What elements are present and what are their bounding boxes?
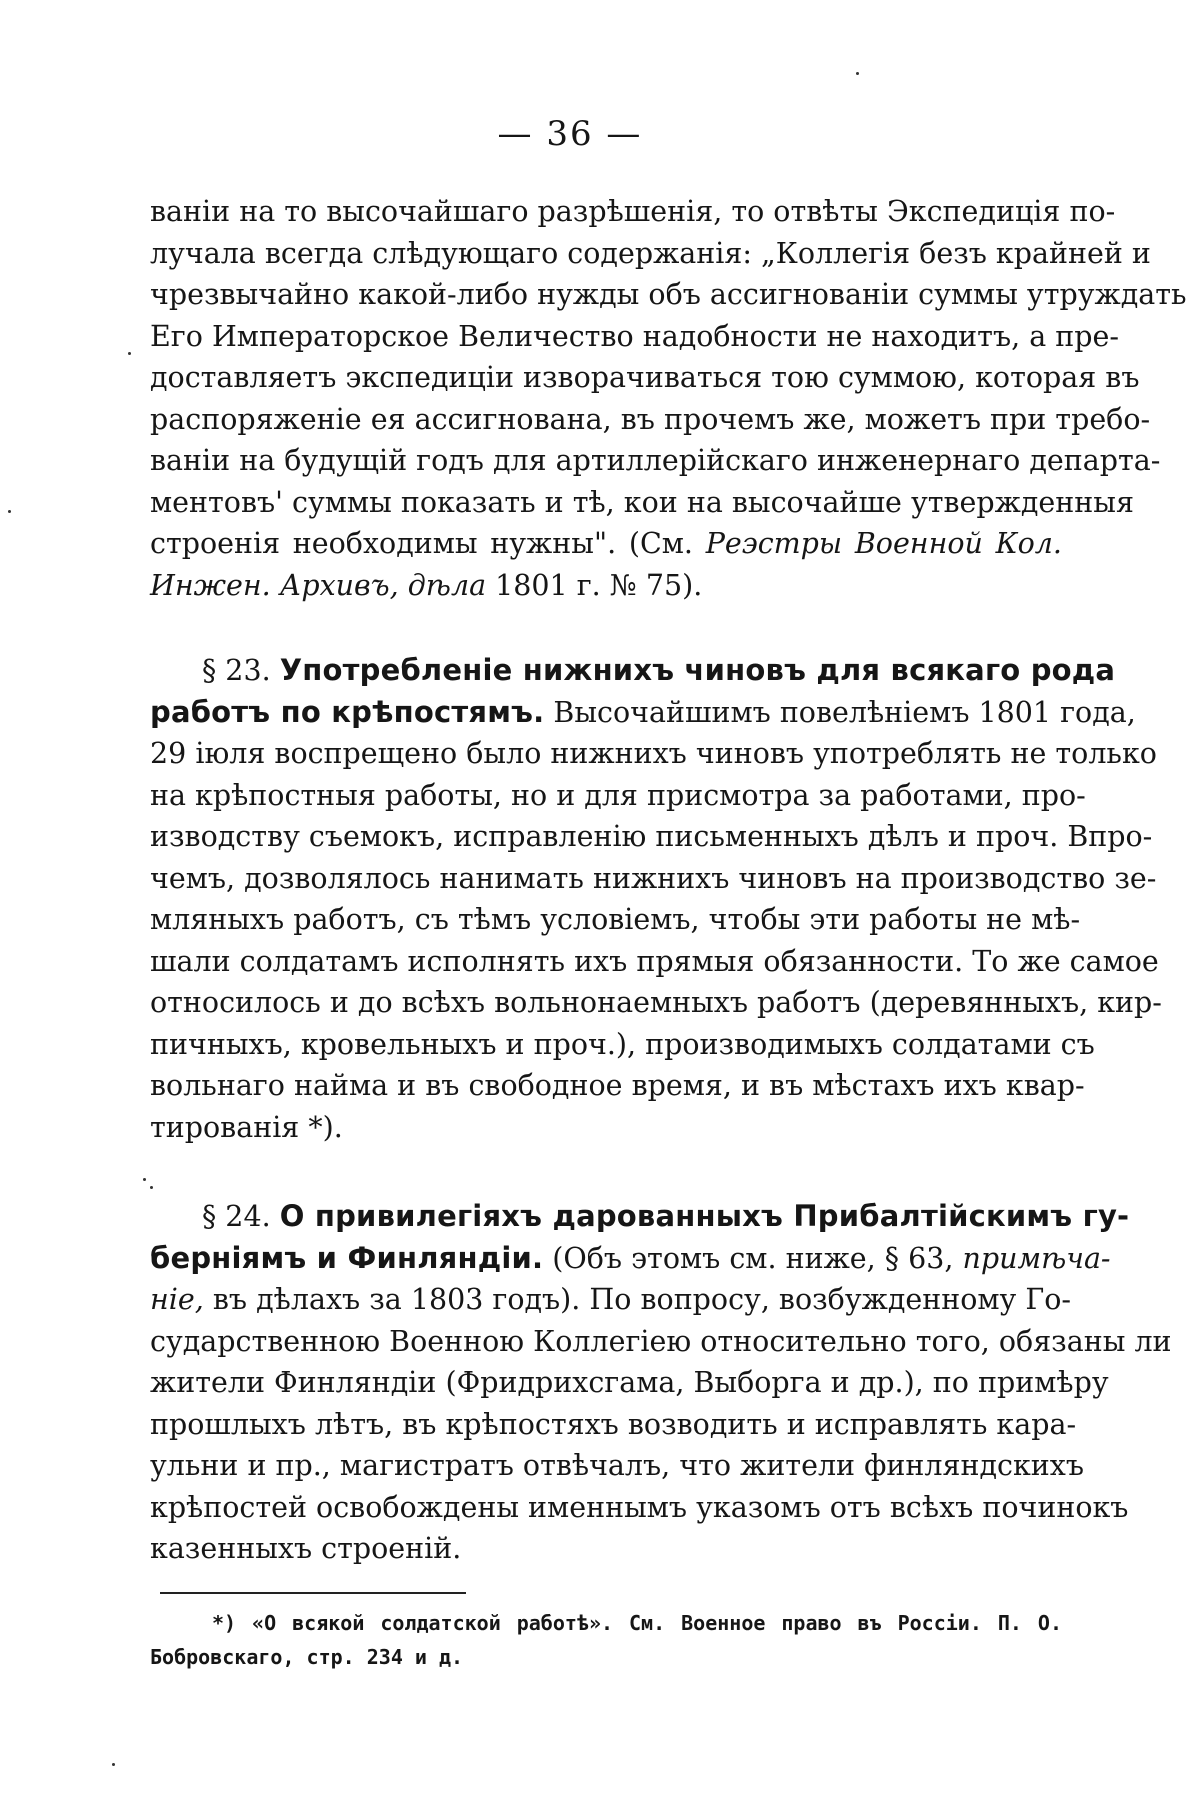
footnote-line: Бобровскаго, стр. 234 и д. bbox=[150, 1645, 464, 1669]
section-title: берніямъ и Финляндіи. bbox=[150, 1240, 544, 1275]
scan-speck bbox=[128, 352, 131, 355]
text-line: Его Императорское Величество надобности не находитъ, а пре- bbox=[150, 319, 1119, 353]
text-line bbox=[150, 1279, 1072, 1321]
text-run: 1801 г. № 75). bbox=[486, 568, 703, 602]
text-italic: примѣча- bbox=[962, 1241, 1111, 1275]
text-line: 29 іюля воспрещено было нижнихъ чиновъ употреблять не только bbox=[150, 737, 1157, 770]
section-title: работъ по крѣпостямъ. bbox=[150, 694, 545, 729]
text-line: тированія *). bbox=[150, 1110, 343, 1144]
text-line: ментовъ' суммы показать и тѣ, кои на высочайше утвержденныя bbox=[150, 485, 1134, 519]
citation-italic: Инжен. Архивъ, дѣла bbox=[150, 568, 487, 602]
text-line: казенныхъ строеній. bbox=[150, 1532, 462, 1565]
section-heading-line bbox=[150, 650, 1116, 692]
section-mark: § 24. bbox=[202, 1200, 280, 1233]
text-line: на крѣпостныя работы, но и для присмотра за работами, про- bbox=[150, 778, 1086, 812]
text-line: мляныхъ работъ, съ тѣмъ условіемъ, чтобы эти работы не мѣ- bbox=[150, 903, 1081, 936]
section-23 bbox=[150, 650, 1162, 1148]
scan-speck bbox=[112, 1763, 115, 1766]
text-line: крѣпостей освобождены именнымъ указомъ отъ всѣхъ починокъ bbox=[150, 1490, 1129, 1524]
text-run: строенія необходимы нужны". (См. bbox=[150, 527, 706, 560]
text-line bbox=[150, 523, 1062, 565]
text-line bbox=[150, 1238, 1111, 1280]
text-run: (Объ этомъ см. ниже, § 63, bbox=[543, 1241, 963, 1275]
text-line: изводству съемокъ, исправленію письменныхъ дѣлъ и проч. Впро- bbox=[150, 820, 1153, 853]
section-title: Употребленіе нижнихъ чиновъ для всякаго рода bbox=[279, 653, 1116, 687]
text-line: относилось и до всѣхъ вольнонаемныхъ работъ (деревянныхъ, кир- bbox=[150, 986, 1162, 1019]
scan-speck bbox=[150, 1186, 153, 1189]
footnote-divider bbox=[160, 1592, 466, 1594]
text-line: ваніи на будущій годъ для артиллерійскаго инженернаго департа- bbox=[150, 444, 1161, 477]
citation-italic: Реэстры Военной Кол. bbox=[705, 527, 1062, 560]
section-24 bbox=[150, 1196, 1172, 1570]
text-run: Высочайшимъ повелѣніемъ 1801 года, bbox=[544, 695, 1136, 729]
text-line bbox=[150, 692, 1136, 734]
scan-speck bbox=[8, 510, 11, 513]
text-line: сударственною Военною Коллегіею относительно того, обязаны ли bbox=[150, 1324, 1172, 1358]
scan-speck bbox=[143, 1178, 146, 1181]
text-line: прошлыхъ лѣтъ, въ крѣпостяхъ возводить и исправлять кара- bbox=[150, 1407, 1077, 1441]
footnote bbox=[150, 1606, 1062, 1674]
text-line: распоряженіе ея ассигнована, въ прочемъ же, можетъ при требо- bbox=[150, 402, 1151, 436]
text-line: вольнаго найма и въ свободное время, и въ мѣстахъ ихъ квар- bbox=[150, 1069, 1085, 1102]
text-line: чемъ, дозволялось нанимать нижнихъ чиновъ на производство зе- bbox=[150, 861, 1157, 895]
scan-speck bbox=[856, 72, 859, 75]
text-run: въ дѣлахъ за 1803 годъ). По вопросу, возбужденному Го- bbox=[203, 1283, 1072, 1316]
text-line: доставляетъ экспедиціи изворачиваться тою суммою, которая въ bbox=[150, 361, 1140, 394]
text-line: жители Финляндіи (Фридрихсгама, Выборга и др.), по примѣру bbox=[150, 1366, 1109, 1399]
text-line: ульни и пр., магистратъ отвѣчалъ, что жители финляндскихъ bbox=[150, 1449, 1085, 1482]
page-number: — 36 — bbox=[497, 114, 643, 154]
text-line bbox=[150, 565, 1062, 607]
section-heading-line bbox=[150, 1196, 1130, 1238]
paragraph-continuation bbox=[150, 191, 1187, 606]
text-line: лучала всегда слѣдующаго содержанія: „Коллегія безъ крайней и bbox=[150, 236, 1151, 270]
section-title: О привилегіяхъ дарованныхъ Прибалтійскимъ гу- bbox=[279, 1199, 1130, 1233]
text-italic: ніе, bbox=[150, 1283, 204, 1316]
text-line: шали солдатамъ исполнять ихъ прямыя обязанности. То же самое bbox=[150, 944, 1159, 978]
section-mark: § 23. bbox=[202, 654, 280, 687]
text-line: чрезвычайно какой-либо нужды объ ассигнованіи суммы утруждать bbox=[150, 278, 1187, 311]
text-line: ваніи на то высочайшаго разрѣшенія, то отвѣты Экспедиція по- bbox=[150, 195, 1116, 228]
footnote-line: *) «О всякой солдатской работѣ». См. Военное право въ Россіи. П. О. bbox=[212, 1611, 1062, 1635]
text-line: пичныхъ, кровельныхъ и проч.), производимыхъ солдатами съ bbox=[150, 1027, 1095, 1061]
